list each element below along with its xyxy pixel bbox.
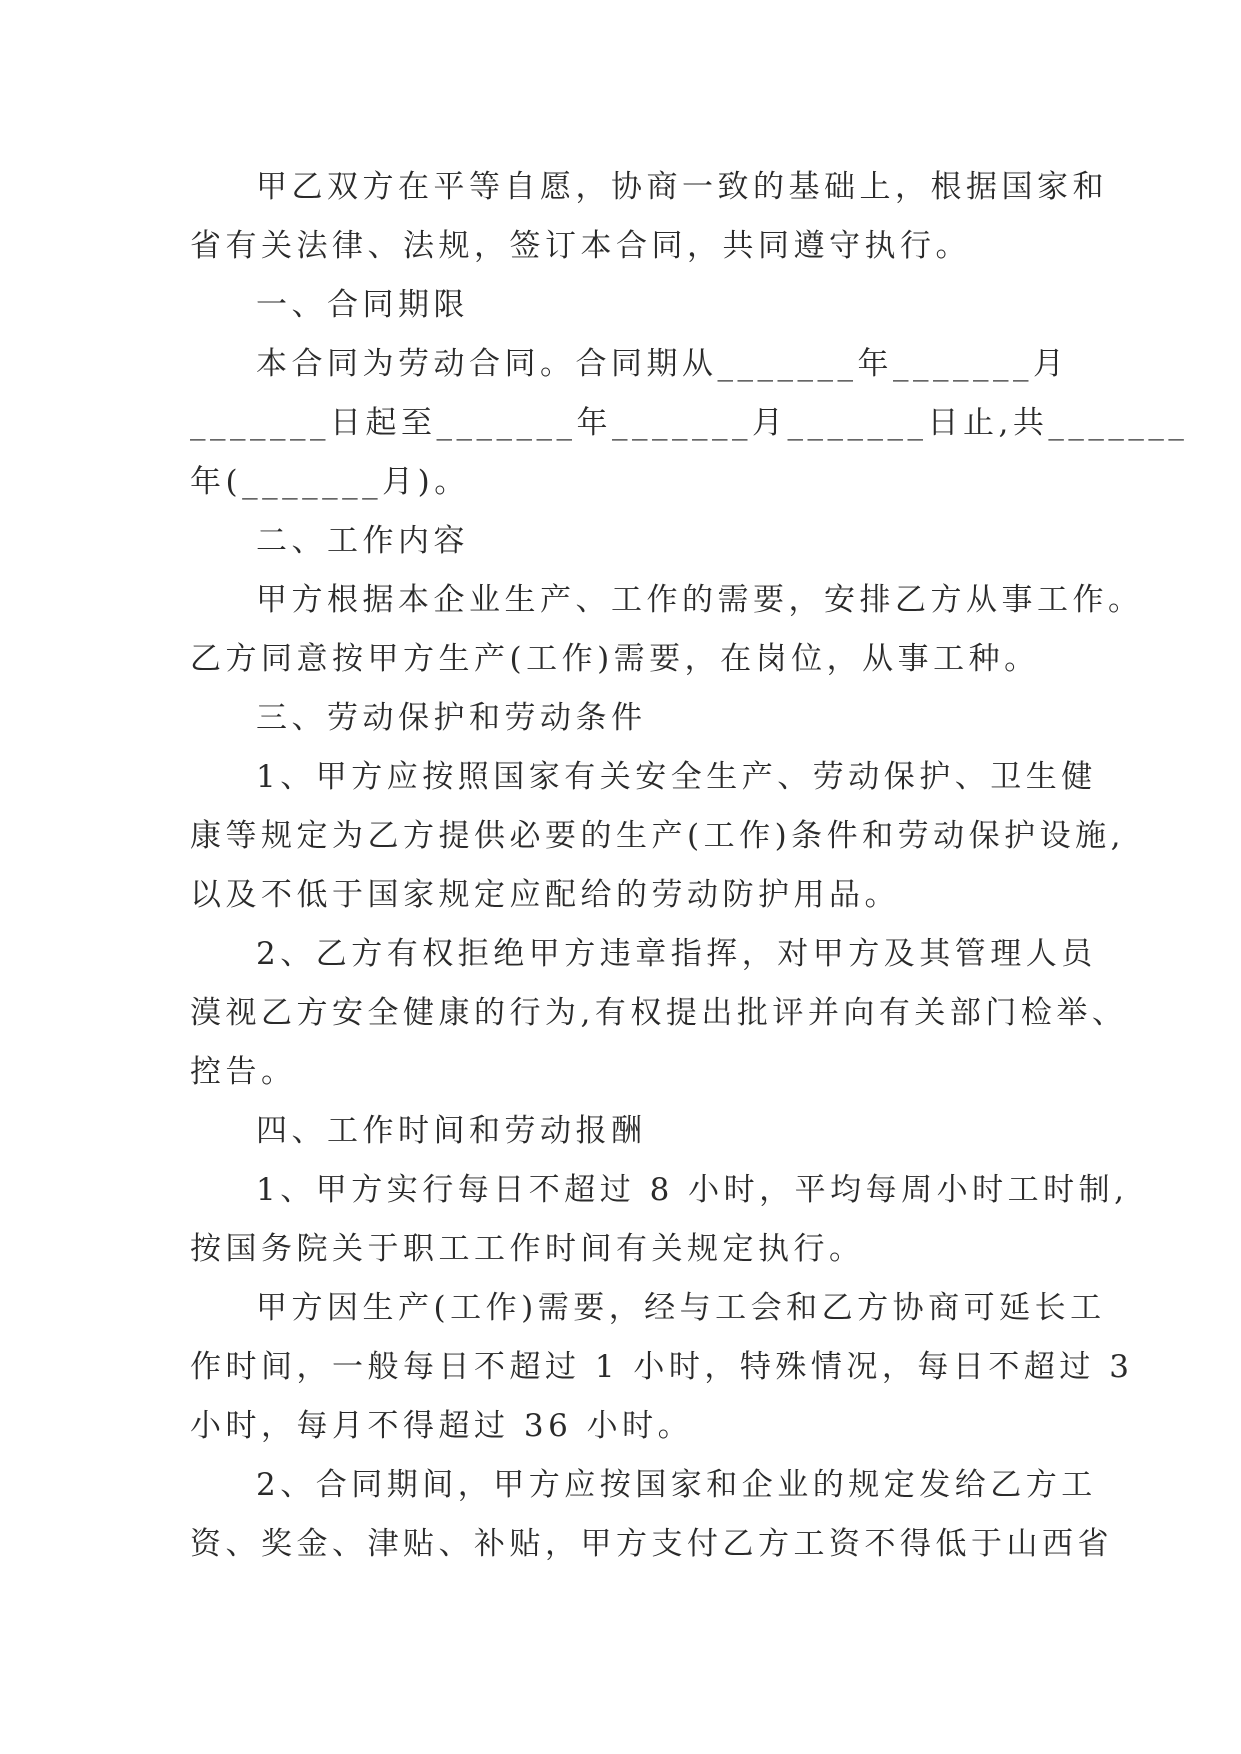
paragraph-line: 省有关法律、法规，签订本合同，共同遵守执行。 [190,228,971,264]
paragraph-line: 乙方同意按甲方生产(工作)需要，在岗位，从事工种。 [190,641,1040,677]
paragraph-line: 以及不低于国家规定应配给的劳动防护用品。 [190,877,900,913]
paragraph-line: 资、奖金、津贴、补贴，甲方支付乙方工资不得低于山西省 [190,1526,1113,1562]
document-body [190,158,1189,1574]
paragraph-line: 1、甲方实行每日不超过 8 小时，平均每周小时工时制, [256,1172,1129,1208]
paragraph-line: _______日起至_______年_______月_______日止,共_______ [190,405,1189,441]
paragraph-line: 康等规定为乙方提供必要的生产(工作)条件和劳动保护设施, [190,818,1126,854]
paragraph-line: 甲方根据本企业生产、工作的需要，安排乙方从事工作。 [256,582,1144,618]
paragraph-line: 按国务院关于职工工作时间有关规定执行。 [190,1231,865,1267]
section-heading: 一、合同期限 [256,287,469,323]
paragraph-line: 作时间，一般每日不超过 1 小时，特殊情况，每日不超过 3 [190,1349,1134,1385]
paragraph-line: 控告。 [190,1054,297,1090]
paragraph-line: 甲方因生产(工作)需要，经与工会和乙方协商可延长工 [256,1290,1106,1326]
paragraph-line: 小时，每月不得超过 36 小时。 [190,1408,694,1444]
paragraph-line: 漠视乙方安全健康的行为,有权提出批评并向有关部门检举、 [190,995,1128,1031]
paragraph-line: 年(_______月)。 [190,464,470,500]
section-heading: 三、劳动保护和劳动条件 [256,700,647,736]
paragraph-line: 甲乙双方在平等自愿，协商一致的基础上，根据国家和 [256,169,1108,205]
paragraph-line: 2、合同期间，甲方应按国家和企业的规定发给乙方工 [256,1467,1097,1503]
paragraph-line: 本合同为劳动合同。合同期从_______年_______月 [256,346,1069,382]
section-heading: 四、工作时间和劳动报酬 [256,1113,647,1149]
section-heading: 二、工作内容 [256,523,469,559]
paragraph-line: 2、乙方有权拒绝甲方违章指挥，对甲方及其管理人员 [256,936,1097,972]
paragraph-line: 1、甲方应按照国家有关安全生产、劳动保护、卫生健 [256,759,1097,795]
